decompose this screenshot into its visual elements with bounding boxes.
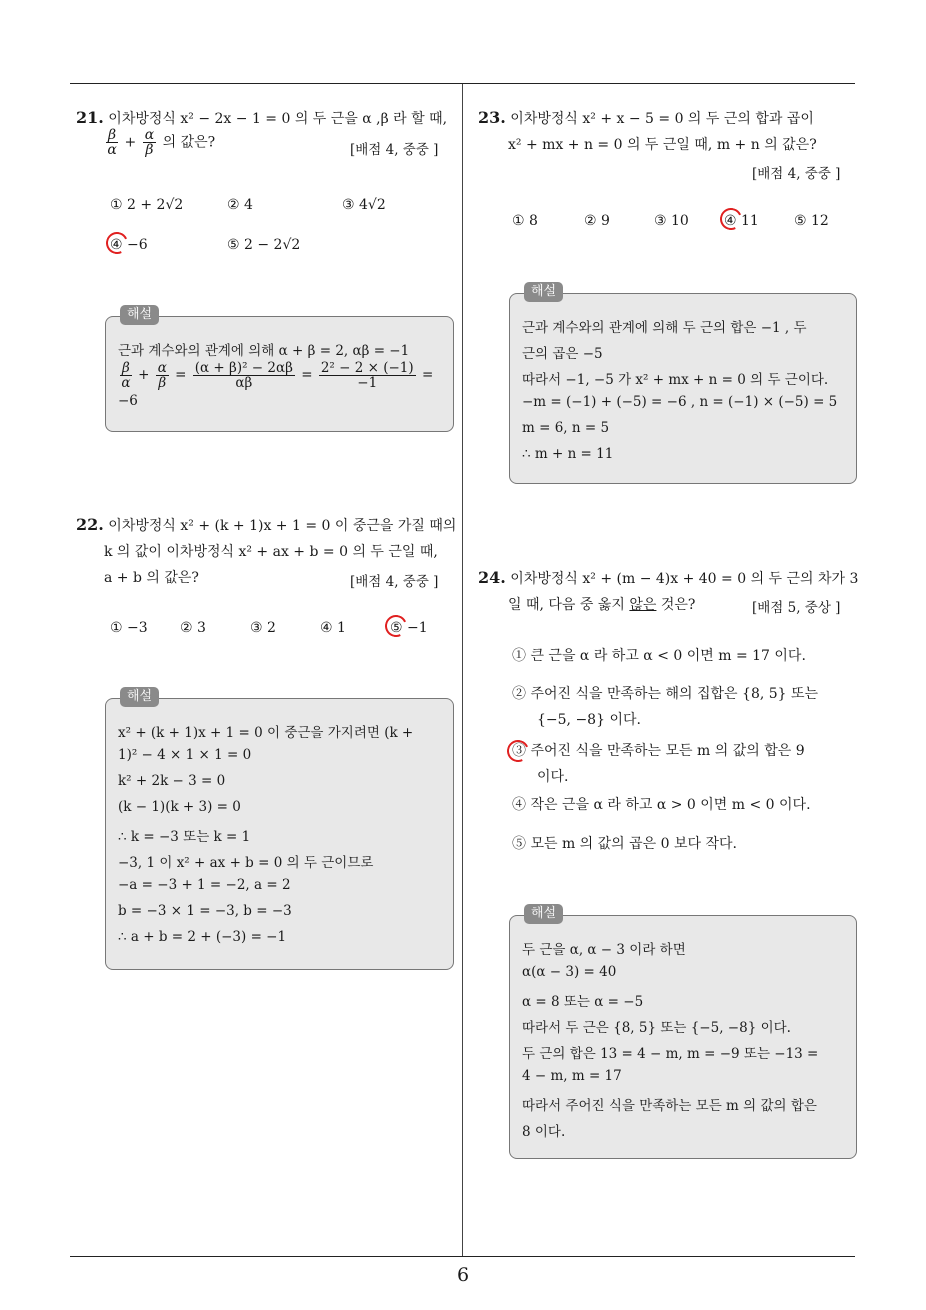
q24-option-2-cont: {−5, −8} 이다. — [537, 712, 641, 728]
q24-option-3[interactable]: ③ 주어진 식을 만족하는 모든 m 의 값의 합은 9 — [512, 743, 805, 759]
q24-sol-line: 따라서 주어진 식을 만족하는 모든 m 의 값의 합은 — [522, 1098, 817, 1114]
q23-stem: 23. 이차방정식 x² + x − 5 = 0 의 두 근의 합과 곱이 x² + mx + n = 0 의 두 근일 때, m + n 의 값은? — [478, 108, 817, 153]
q24-sol-line: 8 이다. — [522, 1124, 566, 1140]
q22-sol-line: (k − 1)(k + 3) = 0 — [118, 799, 241, 815]
q23-meta: [배점 4, 중중 ] — [752, 166, 841, 182]
q22-solution-tag: 해설 — [120, 687, 159, 707]
q21-sol-line1: 근과 계수와의 관계에 의해 α + β = 2, αβ = −1 — [118, 343, 410, 359]
q23-sol-line: 근의 곱은 −5 — [522, 346, 603, 362]
q24-sol-line: 4 − m, m = 17 — [522, 1068, 622, 1084]
q23-sol-line: m = 6, n = 5 — [522, 420, 610, 436]
q23-choice-2[interactable]: ② 9 — [584, 213, 610, 229]
q21-choice-4[interactable]: ④ −6 — [110, 237, 148, 253]
q23-sol-line: −m = (−1) + (−5) = −6 , n = (−1) × (−5) = 5 — [522, 394, 838, 410]
q23-choice-1[interactable]: ① 8 — [512, 213, 538, 229]
q22-meta: [배점 4, 중중 ] — [350, 574, 439, 590]
q24-meta: [배점 5, 중상 ] — [752, 600, 841, 616]
q22-choice-1[interactable]: ① −3 — [110, 620, 148, 636]
q24-sol-line: 따라서 두 근은 {8, 5} 또는 {−5, −8} 이다. — [522, 1020, 791, 1036]
q23-sol-line: 따라서 −1, −5 가 x² + mx + n = 0 의 두 근이다. — [522, 372, 829, 388]
q21-line1: 이차방정식 x² − 2x − 1 = 0 의 두 근을 α ,β 라 할 때, — [108, 111, 448, 127]
column-divider — [462, 84, 463, 1256]
q21-sol-line3: −6 — [118, 393, 138, 409]
q22-choice-2[interactable]: ② 3 — [180, 620, 206, 636]
q24-option-4[interactable]: ④ 작은 근을 α 라 하고 α > 0 이면 m < 0 이다. — [512, 797, 811, 813]
q22-sol-line: −a = −3 + 1 = −2, a = 2 — [118, 877, 291, 893]
q22-sol-line: x² + (k + 1)x + 1 = 0 이 중근을 가지려면 (k + — [118, 725, 414, 741]
q24-solution-box — [509, 906, 857, 1159]
q23-solution-box — [509, 284, 857, 484]
q21-number: 21. — [76, 108, 104, 127]
q21-solution-box — [105, 307, 454, 432]
q21-choice-1[interactable]: ① 2 + 2√2 — [110, 197, 184, 213]
q23-sol-line: ∴ m + n = 11 — [522, 446, 614, 462]
bottom-rule — [70, 1256, 855, 1257]
q22-choice-5[interactable]: ⑤ −1 — [390, 620, 428, 636]
q22-sol-line: 1)² − 4 × 1 × 1 = 0 — [118, 747, 252, 763]
q22-number: 22. — [76, 515, 104, 534]
q22-choice-4[interactable]: ④ 1 — [320, 620, 346, 636]
q24-option-3-cont: 이다. — [537, 769, 569, 785]
q24-sol-line: 두 근의 합은 13 = 4 − m, m = −9 또는 −13 = — [522, 1046, 819, 1062]
q22-sol-line: b = −3 × 1 = −3, b = −3 — [118, 903, 292, 919]
q21-frac-b: $\frac{\alpha}{\beta}$ — [144, 127, 155, 158]
q24-option-5[interactable]: ⑤ 모든 m 의 값의 곱은 0 보다 작다. — [512, 836, 737, 852]
q23-number: 23. — [478, 108, 506, 127]
q22-choice-3[interactable]: ③ 2 — [250, 620, 276, 636]
q24-stem: 24. 이차방정식 x² + (m − 4)x + 40 = 0 의 두 근의 차가 3 일 때, 다음 중 옳지 않은 것은? — [478, 568, 859, 613]
q24-sol-line: α(α − 3) = 40 — [522, 964, 617, 980]
q23-solution-tag: 해설 — [524, 282, 563, 302]
q24-sol-line: 두 근을 α, α − 3 이라 하면 — [522, 942, 686, 958]
q23-choice-3[interactable]: ③ 10 — [654, 213, 689, 229]
q24-option-2[interactable]: ② 주어진 식을 만족하는 해의 집합은 {8, 5} 또는 — [512, 686, 819, 702]
q21-sol-line2: $\frac{\beta}{\alpha}$ + $\frac{\alpha}{\beta}$ = $\frac{\text{(α + β)² − 2αβ}}{\alpha\beta}$ = $\frac{\text{2² − 2 × (−1)}}{-1}$ = — [121, 360, 434, 391]
q22-sol-line: −3, 1 이 x² + ax + b = 0 의 두 근이므로 — [118, 855, 374, 871]
page-number: 6 — [456, 1264, 470, 1286]
q22-stem: 22. 이차방정식 x² + (k + 1)x + 1 = 0 이 중근을 가질 때의 k 의 값이 이차방정식 x² + ax + b = 0 의 두 근일 때, a + b 의 값은? — [76, 515, 457, 586]
q24-number: 24. — [478, 568, 506, 587]
q21-choice-2[interactable]: ② 4 — [227, 197, 253, 213]
q23-choice-4[interactable]: ④ 11 — [724, 213, 759, 229]
q23-sol-line: 근과 계수와의 관계에 의해 두 근의 합은 −1 , 두 — [522, 320, 807, 336]
q24-option-1[interactable]: ① 큰 근을 α 라 하고 α < 0 이면 m = 17 이다. — [512, 648, 806, 664]
q23-choice-5[interactable]: ⑤ 12 — [794, 213, 829, 229]
q22-sol-line: ∴ k = −3 또는 k = 1 — [118, 829, 251, 845]
q21-choice-5[interactable]: ⑤ 2 − 2√2 — [227, 237, 301, 253]
q21-meta: [배점 4, 중중 ] — [350, 142, 439, 158]
q21-choice-3[interactable]: ③ 4√2 — [342, 197, 386, 213]
q21-line2: $\frac{\beta}{\alpha}$ + $\frac{\alpha}{\beta}$ 의 값은? — [107, 127, 216, 158]
q21-solution-tag: 해설 — [120, 305, 159, 325]
q22-solution-box — [105, 689, 454, 970]
q22-sol-line: k² + 2k − 3 = 0 — [118, 773, 226, 789]
q21-frac-a: $\frac{\beta}{\alpha}$ — [107, 127, 117, 158]
q22-sol-line: ∴ a + b = 2 + (−3) = −1 — [118, 929, 287, 945]
q24-sol-line: α = 8 또는 α = −5 — [522, 994, 644, 1010]
q24-solution-tag: 해설 — [524, 904, 563, 924]
